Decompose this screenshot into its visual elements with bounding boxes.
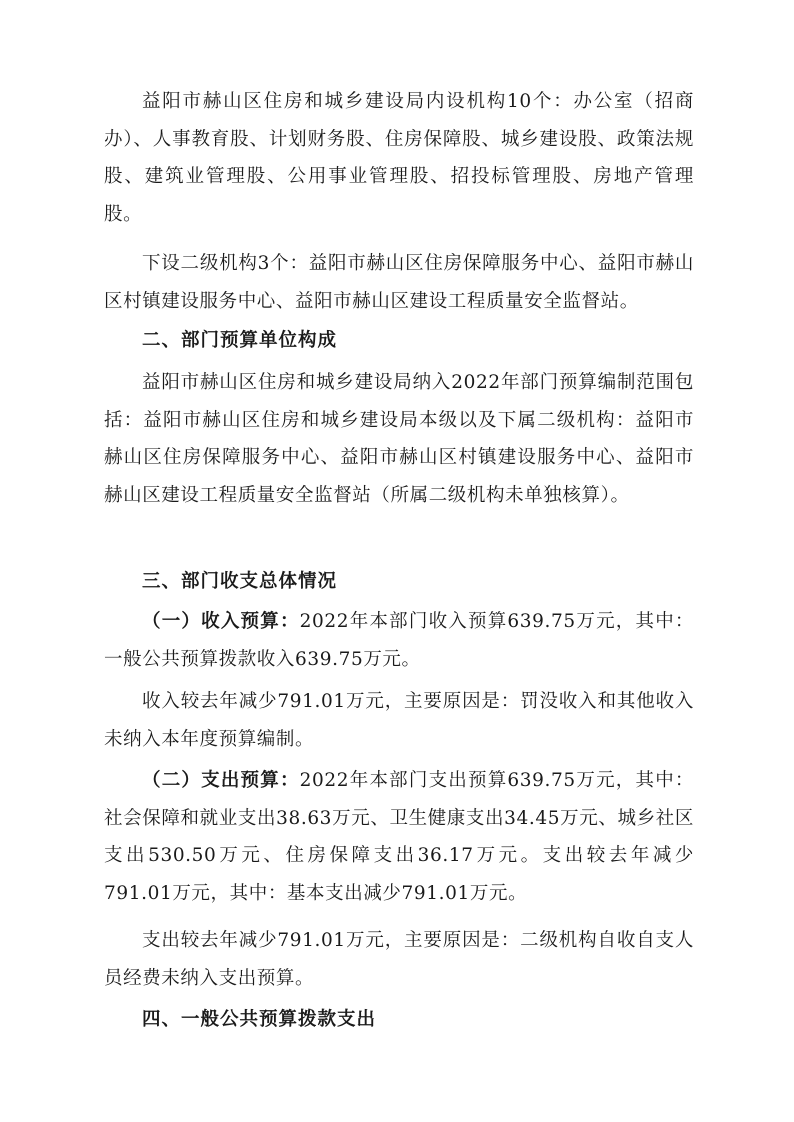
heading-income-expenditure: 三、部门收支总体情况 xyxy=(142,571,338,592)
expenditure-budget-label: （二）支出预算： xyxy=(142,770,300,791)
paragraph-internal-departments: 益阳市赫山区住房和城乡建设局内设机构10个：办公室（招商办）、人事教育股、计划财务股、住房保障股、城乡建设股、政策法规股、建筑业管理股、公用事业管理股、招投标管理股、房地产管理股。 xyxy=(104,91,694,225)
income-budget-label: （一）收入预算： xyxy=(142,611,300,632)
income-budget-text: 2022年本部门收入预算639.75万元，其中：一般公共预算拨款收入639.75万元。 xyxy=(104,611,694,670)
paragraph-income-budget xyxy=(104,603,694,678)
heading-general-public-budget: 四、一般公共预算拨款支出 xyxy=(142,1009,377,1030)
paragraph-income-decrease: 收入较去年减少791.01万元，主要原因是：罚没收入和其他收入未纳入本年度预算编制。 xyxy=(104,691,694,750)
paragraph-expenditure-decrease: 支出较去年减少791.01万元，主要原因是：二级机构自收自支人员经费未纳入支出预算。 xyxy=(104,930,694,989)
expenditure-budget-text: 2022年本部门支出预算639.75万元，其中：社会保障和就业支出38.63万元、卫生健康支出34.45万元、城乡社区支出530.50万元、住房保障支出36.17万元。支出较去年减少791.01万元，其中：基本支出减少791.01万元。 xyxy=(104,770,694,904)
paragraph-budget-scope: 益阳市赫山区住房和城乡建设局纳入2022年部门预算编制范围包括：益阳市赫山区住房和城乡建设局本级以及下属二级机构：益阳市赫山区住房保障服务中心、益阳市赫山区村镇建设服务中心、益阳市赫山区建设工程质量安全监督站（所属二级机构未单独核算）。 xyxy=(104,372,694,506)
paragraph-secondary-institutions: 下设二级机构3个：益阳市赫山区住房保障服务中心、益阳市赫山区村镇建设服务中心、益阳市赫山区建设工程质量安全监督站。 xyxy=(104,253,694,312)
heading-budget-units: 二、部门预算单位构成 xyxy=(142,330,338,351)
paragraph-expenditure-budget xyxy=(104,762,694,912)
